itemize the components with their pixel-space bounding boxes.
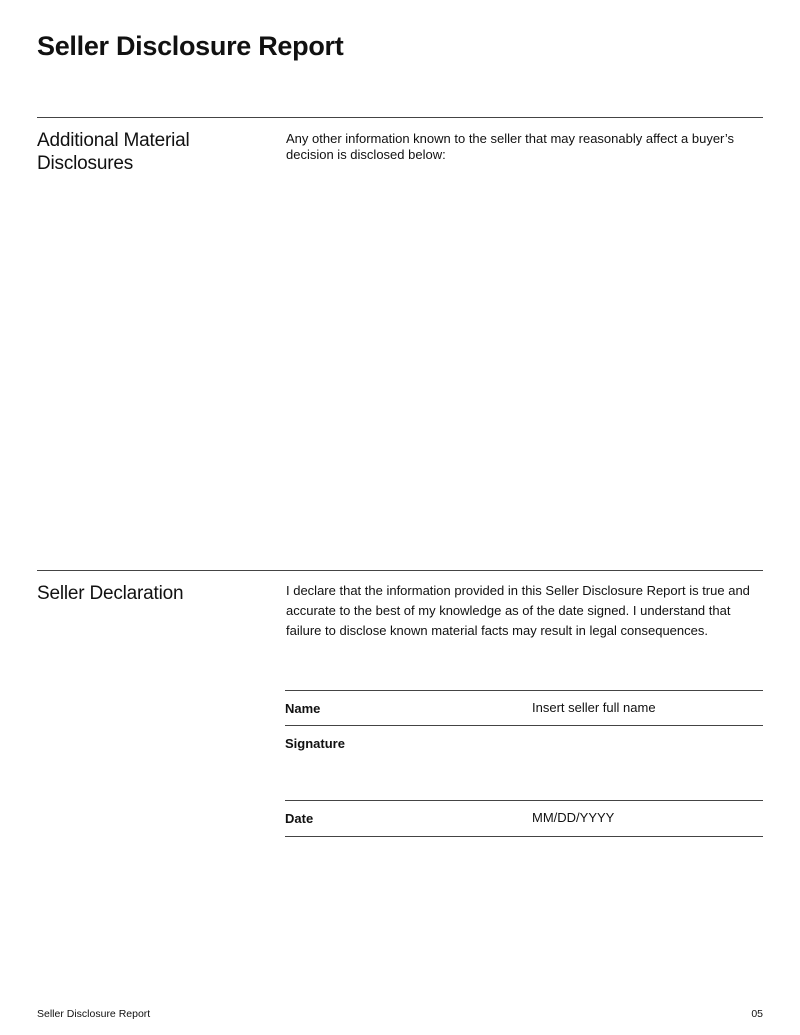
date-value[interactable]: MM/DD/YYYY: [532, 810, 615, 825]
seller-declaration-text: I declare that the information provided in this Seller Disclosure Report is true and accurate to the best of my knowledge as of the date signed. I understand that failure to disclose known material facts may result in legal consequences.: [286, 583, 750, 638]
name-value[interactable]: Insert seller full name: [532, 700, 656, 715]
field-divider: [285, 836, 763, 837]
page-title: Seller Disclosure Report: [37, 31, 344, 61]
field-divider: [285, 800, 763, 801]
signature-label: Signature: [285, 736, 345, 751]
field-divider: [285, 690, 763, 691]
seller-declaration-heading: Seller Declaration: [37, 583, 184, 604]
name-label: Name: [285, 701, 321, 716]
field-divider: [285, 725, 763, 726]
footer-title: Seller Disclosure Report: [37, 1008, 151, 1020]
additional-disclosures-heading: Additional Material Disclosures: [37, 130, 190, 174]
section-divider: [37, 117, 763, 118]
page-number: 05: [751, 1008, 763, 1020]
date-label: Date: [285, 811, 314, 826]
section-divider: [37, 570, 763, 571]
additional-disclosures-text: Any other information known to the seller that may reasonably affect a buyer’s decision is disclosed below:: [286, 131, 735, 162]
